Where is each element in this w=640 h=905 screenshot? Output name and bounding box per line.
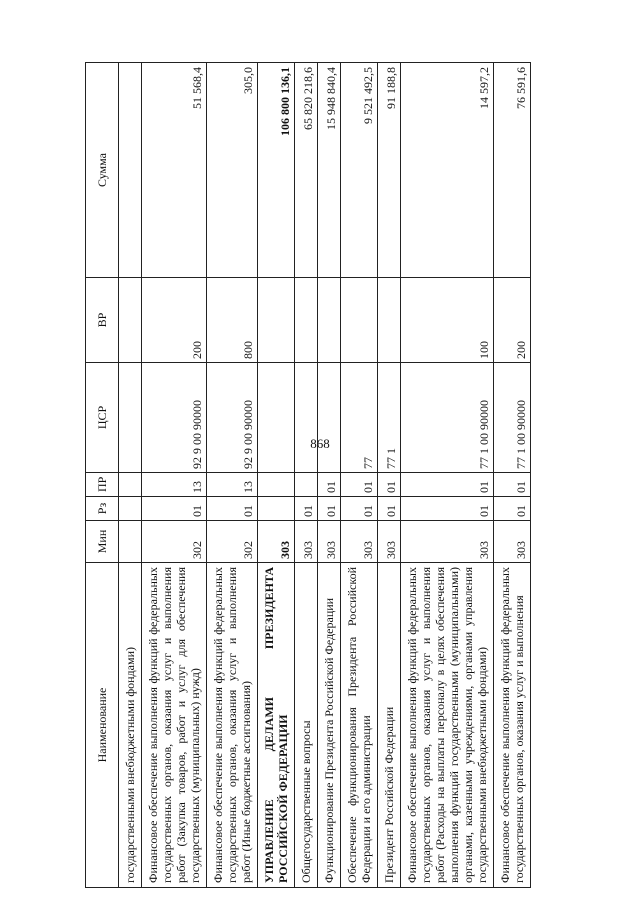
cell-min [119,521,142,563]
cell-name: Финансовое обеспечение выполнения функций федеральных государственных органов, оказания услуг и выполнения работ (Закупка товаров, работ и услуг для обеспечения государственных (муниципальных) нужд) [142,563,207,888]
cell-name: Общегосударственные вопросы [295,563,318,888]
cell-pr: 01 [401,473,494,497]
cell-sum: 14 597,2 [401,63,494,278]
cell-vr [341,278,378,363]
cell-name: Финансовое обеспечение выполнения функций федеральных государственных органов, оказания услуг и выполнения [494,563,531,888]
cell-rz: 01 [378,497,401,521]
cell-pr [119,473,142,497]
cell-csr: 77 [341,363,378,473]
cell-sum: 106 800 136,1 [258,63,295,278]
cell-name: Обеспечение функционирования Президента Российской Федерации и его администрации [341,563,378,888]
cell-vr [258,278,295,363]
cell-name: Функционирование Президента Российской Федерации [318,563,341,888]
cell-sum: 76 591,6 [494,63,531,278]
cell-min: 302 [142,521,207,563]
table-row [318,63,341,888]
cell-rz: 01 [494,497,531,521]
cell-name: Финансовое обеспечение выполнения функций федеральных государственных органов, оказания услуг и выполнения работ (Расходы на выплаты персоналу в целях обеспечения выполнения функций государственными (муниципальными) органами, казенными учреждениями, органами управления государственными внебюджетными фондами) [401,563,494,888]
cell-rz: 01 [207,497,258,521]
table-row [142,63,207,888]
cell-name: Президент Российской Федерации [378,563,401,888]
cell-csr: 92 9 00 90000 [142,363,207,473]
cell-min: 303 [318,521,341,563]
cell-name: УПРАВЛЕНИЕ ДЕЛАМИ ПРЕЗИДЕНТА РОССИЙСКОЙ ФЕДЕРАЦИИ [258,563,295,888]
cell-min: 303 [378,521,401,563]
cell-rz: 01 [401,497,494,521]
cell-pr [258,473,295,497]
cell-rz: 01 [142,497,207,521]
cell-sum: 15 948 840,4 [318,63,341,278]
cell-rz [119,497,142,521]
cell-sum: 51 568,4 [142,63,207,278]
table-row [401,63,494,888]
cell-pr: 01 [341,473,378,497]
cell-rz: 01 [341,497,378,521]
cell-sum: 9 521 492,5 [341,63,378,278]
budget-table [85,62,531,888]
table-row [119,63,142,888]
cell-rz: 01 [295,497,318,521]
rotated-page-content [85,63,555,888]
table-header-row [86,63,119,888]
cell-sum: 91 188,8 [378,63,401,278]
table-row [494,63,531,888]
header-min: Мин [86,521,119,563]
cell-vr [318,278,341,363]
cell-min: 302 [207,521,258,563]
cell-pr: 01 [318,473,341,497]
table-row [341,63,378,888]
header-rz: Рз [86,497,119,521]
cell-pr [295,473,318,497]
table-body [119,63,531,888]
cell-rz: 01 [318,497,341,521]
cell-name: Финансовое обеспечение выполнения функций федеральных государственных органов, оказания услуг и выполнения работ (Иные бюджетные ассигнования) [207,563,258,888]
cell-sum [119,63,142,278]
cell-pr: 01 [378,473,401,497]
cell-csr [258,363,295,473]
cell-csr: 77 1 00 90000 [494,363,531,473]
header-csr: ЦСР [86,363,119,473]
cell-csr: 77 1 [378,363,401,473]
table-row [378,63,401,888]
cell-min: 303 [401,521,494,563]
cell-vr [378,278,401,363]
cell-rz [258,497,295,521]
cell-min: 303 [341,521,378,563]
cell-pr: 13 [142,473,207,497]
table-row [258,63,295,888]
header-sum: Сумма [86,63,119,278]
cell-csr: 92 9 00 90000 [207,363,258,473]
cell-sum: 65 820 218,6 [295,63,318,278]
cell-csr: 77 1 00 90000 [401,363,494,473]
cell-vr: 800 [207,278,258,363]
header-vr: ВР [86,278,119,363]
table-row [207,63,258,888]
cell-pr: 01 [494,473,531,497]
cell-vr [119,278,142,363]
cell-sum: 305,0 [207,63,258,278]
header-name: Наименование [86,563,119,888]
cell-pr: 13 [207,473,258,497]
cell-vr: 200 [494,278,531,363]
cell-min: 303 [258,521,295,563]
page-number: 868 [310,436,330,451]
cell-vr: 100 [401,278,494,363]
cell-vr: 200 [142,278,207,363]
cell-csr [318,363,341,473]
header-pr: ПР [86,473,119,497]
cell-min: 303 [295,521,318,563]
cell-csr [119,363,142,473]
cell-min: 303 [494,521,531,563]
cell-csr [295,363,318,473]
table-row [295,63,318,888]
cell-vr [295,278,318,363]
cell-name: государственными внебюджетными фондами) [119,563,142,888]
